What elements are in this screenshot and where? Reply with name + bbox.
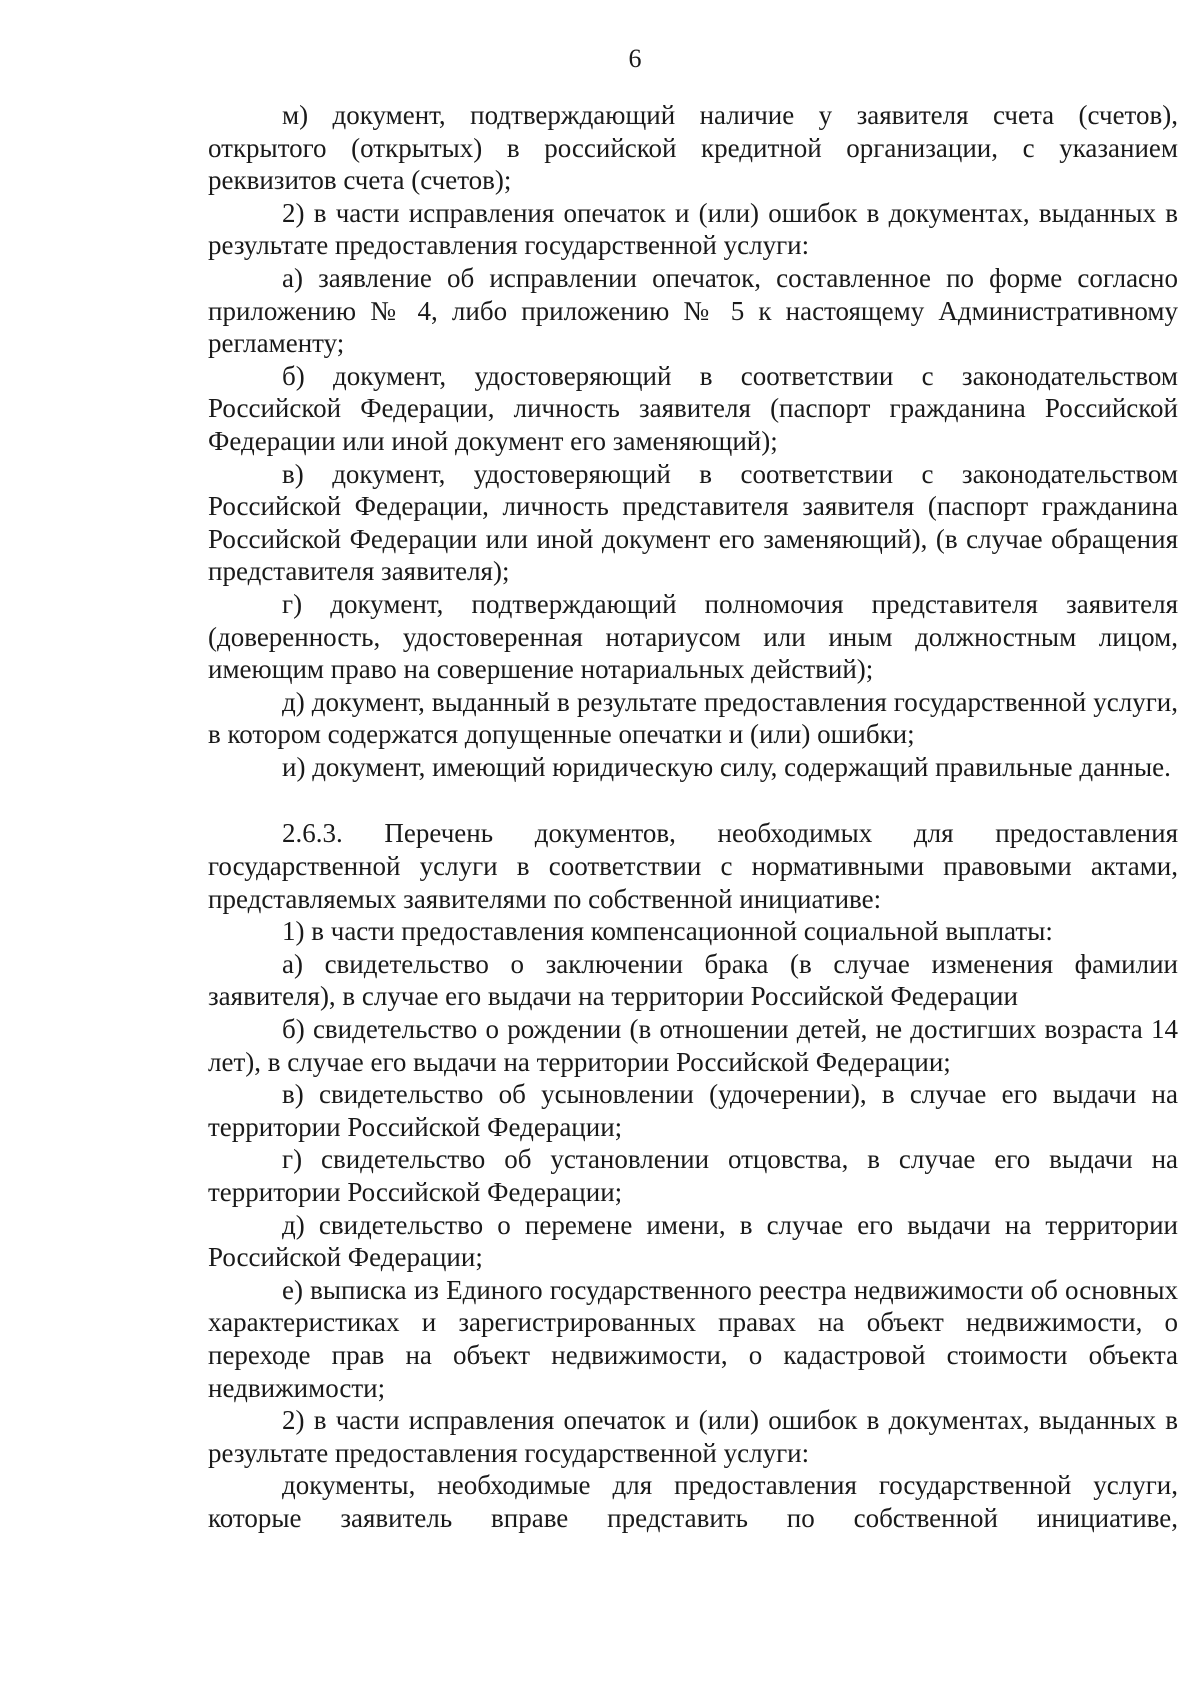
paragraph: г) свидетельство об установлении отцовства, в случае его выдачи на территории Российской Федерации;: [208, 1144, 1178, 1207]
paragraph: документы, необходимые для предоставления государственной услуги, которые заявитель вправе представить по собственной инициативе,: [208, 1470, 1178, 1533]
paragraph: д) документ, выданный в результате предоставления государственной услуги, в котором содержатся допущенные опечатки и (или) ошибки;: [208, 686, 1178, 750]
paragraph: б) свидетельство о рождении (в отношении детей, не достигших возраста 14 лет), в случае его выдачи на территории Российской Федерации;: [208, 1014, 1178, 1077]
paragraph: 1) в части предоставления компенсационной социальной выплаты:: [282, 916, 1053, 947]
paragraph: д) свидетельство о перемене имени, в случае его выдачи на территории Российской Федерации;: [208, 1209, 1178, 1273]
paragraph: а) свидетельство о заключении брака (в случае изменения фамилии заявителя), в случае его выдачи на территории Российской Федерации: [208, 948, 1178, 1012]
paragraph: м) документ, подтверждающий наличие у заявителя счета (счетов), открытого (открытых) в российской кредитной организации, с указанием реквизитов счета (счетов);: [208, 100, 1178, 196]
paragraph: 2) в части исправления опечаток и (или) ошибок в документах, выданных в результате предоставления государственной услуги:: [208, 197, 1178, 261]
paragraph: 2) в части исправления опечаток и (или) ошибок в документах, выданных в результате предоставления государственной услуги:: [208, 1405, 1178, 1468]
paragraph: в) документ, удостоверяющий в соответствии с законодательством Российской Федерации, личность представителя заявителя (паспорт гражданина Российской Федерации или иной документ его заменяющий), (в случае обращения представителя заявителя);: [208, 458, 1178, 587]
paragraph: е) выписка из Единого государственного реестра недвижимости об основных характеристиках и зарегистрированных правах на объект недвижимости, о переходе прав на объект недвижимости, о кадастровой стоимости объекта недвижимости;: [208, 1274, 1178, 1403]
paragraph: и) документ, имеющий юридическую силу, содержащий правильные данные.: [282, 751, 1171, 782]
paragraph: в) свидетельство об усыновлении (удочерении), в случае его выдачи на территории Российской Федерации;: [208, 1079, 1178, 1142]
document-body: [208, 99, 1178, 1535]
section-heading-paragraph: 2.6.3. Перечень документов, необходимых для предоставления государственной услуги в соответствии с нормативными правовыми актами, представляемых заявителями по собственной инициативе:: [208, 818, 1178, 914]
paragraph: б) документ, удостоверяющий в соответствии с законодательством Российской Федерации, личность заявителя (паспорт гражданина Российской Федерации или иной документ его заменяющий);: [208, 360, 1178, 456]
paragraph: а) заявление об исправлении опечаток, составленное по форме согласно приложению № 4, либо приложению № 5 к настоящему Административному регламенту;: [208, 262, 1178, 359]
paragraph: г) документ, подтверждающий полномочия представителя заявителя (доверенность, удостоверенная нотариусом или иным должностным лицом, имеющим право на совершение нотариальных действий);: [208, 588, 1178, 685]
page-number: 6: [628, 44, 642, 73]
